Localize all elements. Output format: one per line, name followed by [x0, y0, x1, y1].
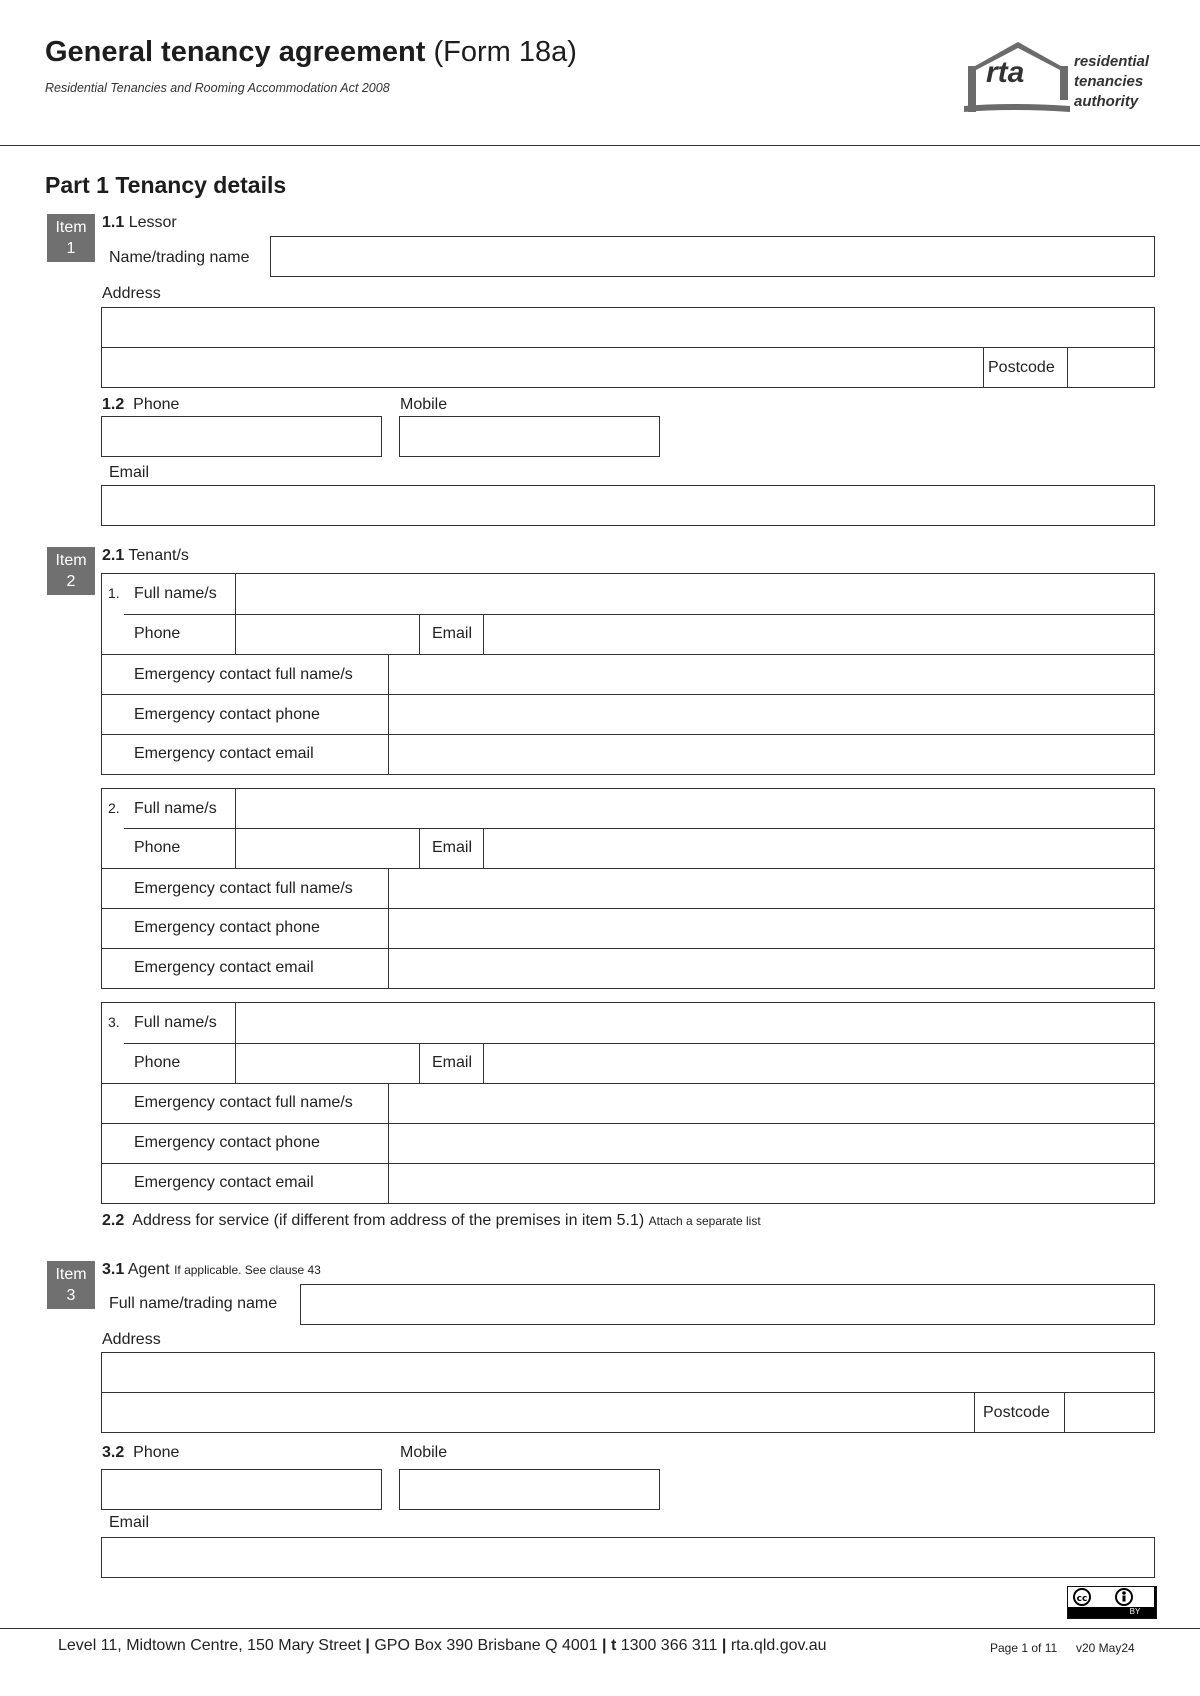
footer-contact: Level 11, Midtown Centre, 150 Mary Street | GPO Box 390 Brisbane Q 4001 | t 1300 366 311 | rta.qld.gov.au [58, 1637, 827, 1654]
tenant-2-fullname-field[interactable] [237, 790, 1153, 827]
footer-website[interactable]: rta.qld.gov.au [730, 1637, 827, 1654]
tenant-1-ec-email-label: Emergency contact email [134, 745, 314, 762]
lessor-name-label: Name/trading name [109, 249, 250, 266]
item-3-tag: Item 3 [47, 1261, 95, 1309]
cc-by-icon [1068, 1587, 1154, 1607]
service-address-label: 2.2 Address for service (if different from address of the premises in item 5.1) Attach a separate list [102, 1212, 761, 1229]
tenant-1-email-label: Email [432, 625, 473, 642]
tenant-1-ec-name-label: Emergency contact full name/s [134, 666, 353, 683]
tenant-3-email-label: Email [432, 1054, 473, 1071]
rta-logo [960, 36, 1160, 116]
lessor-mobile-label: Mobile [400, 396, 448, 413]
footer-address: Level 11, Midtown Centre, 150 Mary Street [58, 1637, 361, 1654]
tenant-2-ec-email-field[interactable] [390, 950, 1153, 987]
tenant-3-phone-label: Phone [134, 1054, 181, 1071]
tenant-2-fullname-label: Full name/s [134, 800, 217, 817]
tenant-3-ec-phone-field[interactable] [390, 1125, 1153, 1162]
logo-line-3: authority [1074, 93, 1139, 110]
lessor-postcode-label: Postcode [988, 359, 1055, 376]
tenant-1-ec-phone-label: Emergency contact phone [134, 706, 320, 723]
tenant-1-divider [124, 614, 1155, 615]
tenants-heading: 2.1 Tenant/s [102, 547, 189, 564]
lessor-name-field[interactable] [270, 236, 1155, 277]
agent-email-field[interactable] [101, 1537, 1155, 1578]
form-title: General tenancy agreement (Form 18a) [45, 36, 577, 68]
tenant-1-ec-name-field[interactable] [390, 656, 1153, 693]
tenant-2-ec-name-label: Emergency contact full name/s [134, 880, 353, 897]
rta-mark: rta [986, 56, 1025, 89]
cc-by-label: BY [1129, 1607, 1141, 1616]
lessor-address-line-2[interactable] [101, 347, 985, 388]
tenant-1-phone-field[interactable] [237, 616, 417, 653]
creative-commons-badge [1067, 1586, 1157, 1619]
lessor-phone-field[interactable] [101, 416, 382, 457]
tenant-2-email-label: Email [432, 839, 473, 856]
logo-line-2: tenancies [1074, 73, 1144, 90]
svg-text:cc: cc [1076, 1594, 1088, 1604]
tenant-3-ec-email-field[interactable] [390, 1165, 1153, 1202]
lessor-heading: 1.1 Lessor [102, 214, 177, 231]
item-1-tag: Item 1 [47, 214, 95, 262]
logo-line-1: residential [1074, 53, 1150, 70]
lessor-address-line-1[interactable] [101, 307, 1155, 348]
tenant-1-number: 1. [108, 585, 120, 601]
tenant-1-phone-label: Phone [134, 625, 181, 642]
tenant-3-phone-field[interactable] [237, 1045, 417, 1082]
tenant-2-email-field[interactable] [485, 830, 1153, 867]
tenant-1-ec-phone-field[interactable] [390, 696, 1153, 733]
tenant-3-ec-name-field[interactable] [390, 1085, 1153, 1122]
tenant-3-fullname-field[interactable] [237, 1004, 1153, 1042]
tenant-2-phone-label: Phone [134, 839, 181, 856]
act-subtitle: Residential Tenancies and Rooming Accommodation Act 2008 [45, 81, 390, 95]
agent-address-label: Address [102, 1331, 161, 1348]
lessor-email-label: Email [109, 464, 150, 481]
lessor-phone-label: 1.2 Phone [102, 396, 180, 413]
agent-address-line-1[interactable] [101, 1352, 1155, 1393]
form-version: v20 May24 [1076, 1641, 1135, 1655]
part-title: Part 1 Tenancy details [45, 172, 287, 198]
agent-phone-label: 3.2 Phone [102, 1444, 180, 1461]
page-number: Page 1 of 11 [990, 1641, 1058, 1655]
item-2-tag: Item 2 [47, 547, 95, 595]
agent-name-label: Full name/trading name [109, 1295, 278, 1312]
tenant-2-ec-phone-label: Emergency contact phone [134, 919, 320, 936]
tenant-2-ec-name-field[interactable] [390, 870, 1153, 907]
tenant-1-ec-email-field[interactable] [390, 736, 1153, 773]
tenant-3-fullname-label: Full name/s [134, 1014, 217, 1031]
tenant-1-email-field[interactable] [485, 616, 1153, 653]
tenant-1-fullname-field[interactable] [237, 575, 1153, 613]
footer-phone: 1300 366 311 [620, 1637, 718, 1654]
footer-divider [0, 1628, 1200, 1629]
lessor-postcode-field[interactable] [1067, 347, 1155, 388]
tenant-3-ec-name-label: Emergency contact full name/s [134, 1094, 353, 1111]
agent-address-line-2[interactable] [101, 1392, 976, 1433]
tenant-2-ec-email-label: Emergency contact email [134, 959, 314, 976]
header-divider [0, 145, 1200, 146]
agent-phone-field[interactable] [101, 1469, 382, 1510]
agent-mobile-field[interactable] [399, 1469, 660, 1510]
tenant-2-phone-field[interactable] [237, 830, 417, 867]
agent-postcode-field[interactable] [1064, 1392, 1155, 1433]
tenant-3-number: 3. [108, 1014, 120, 1030]
tenant-1-fullname-label: Full name/s [134, 585, 217, 602]
lessor-email-field[interactable] [101, 485, 1155, 526]
lessor-address-label: Address [102, 285, 161, 302]
tenant-3-ec-email-label: Emergency contact email [134, 1174, 314, 1191]
tenant-2-ec-phone-field[interactable] [390, 910, 1153, 947]
tenant-3-email-field[interactable] [485, 1045, 1153, 1082]
agent-email-label: Email [109, 1514, 150, 1531]
footer-po-box: GPO Box 390 Brisbane Q 4001 [374, 1637, 598, 1654]
agent-mobile-label: Mobile [400, 1444, 448, 1461]
tenant-2-number: 2. [108, 800, 120, 816]
agent-postcode-label: Postcode [983, 1404, 1050, 1421]
agent-heading: 3.1 Agent If applicable. See clause 43 [102, 1261, 321, 1278]
agent-name-field[interactable] [300, 1284, 1155, 1325]
lessor-mobile-field[interactable] [399, 416, 660, 457]
tenant-3-ec-phone-label: Emergency contact phone [134, 1134, 320, 1151]
